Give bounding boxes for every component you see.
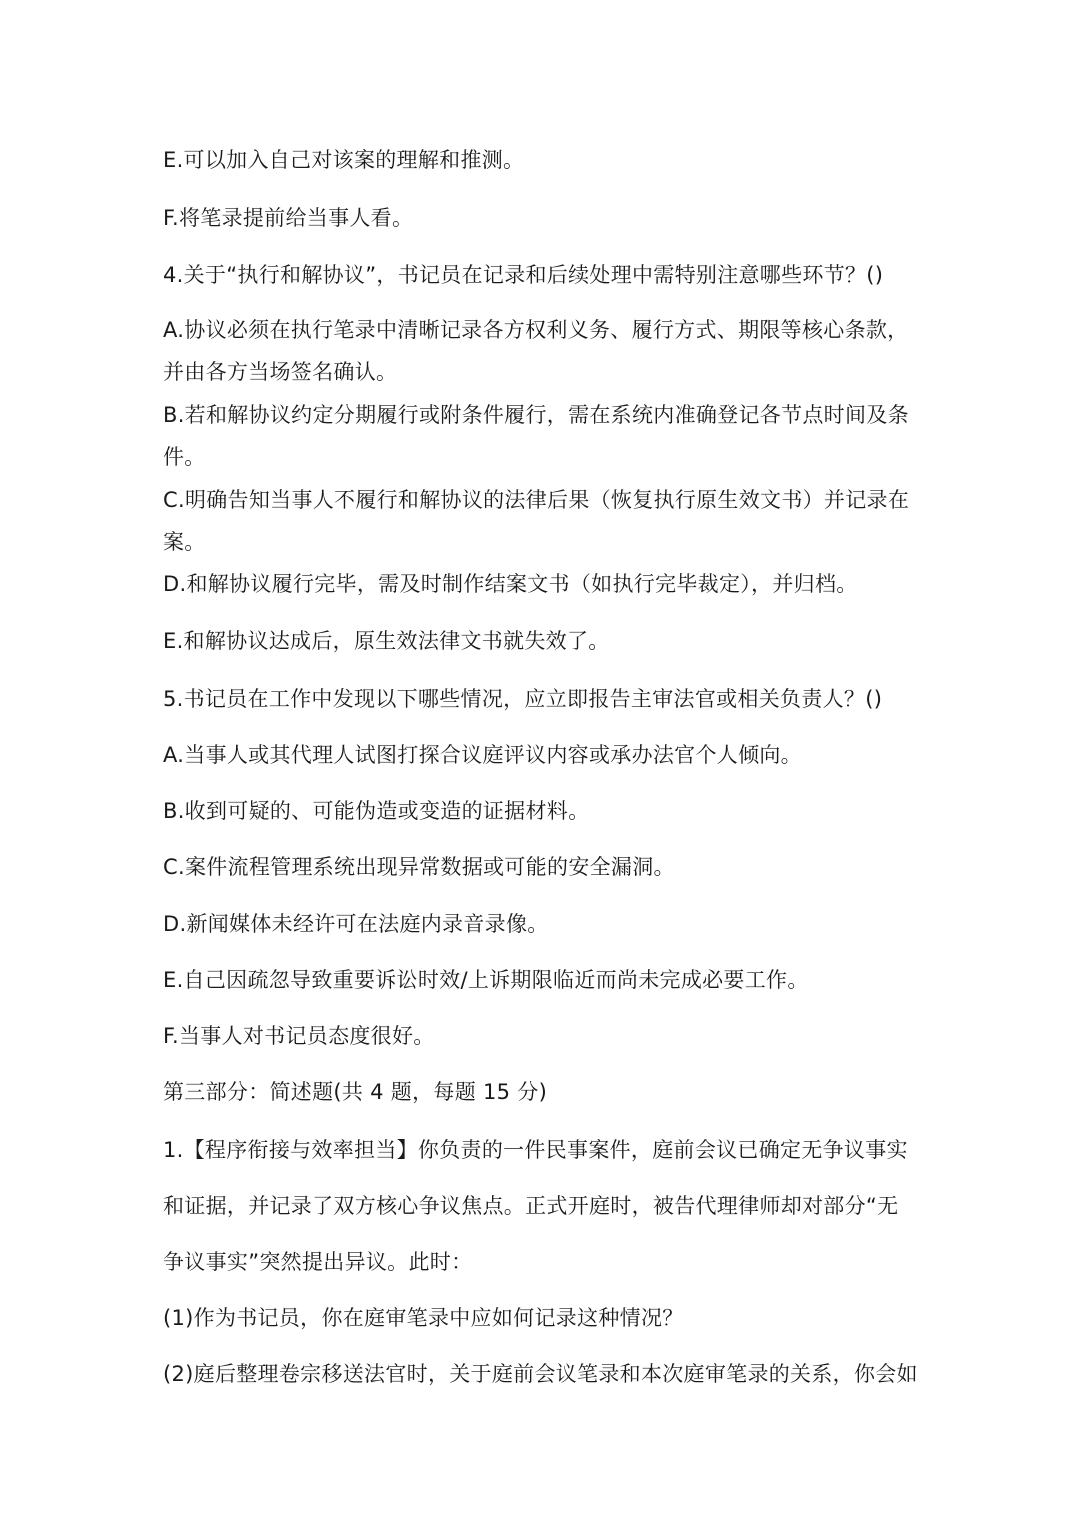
option-4d: D.和解协议履行完毕，需及时制作结案文书（如执行完毕裁定），并归档。 — [163, 572, 858, 596]
option-5c: C.案件流程管理系统出现异常数据或可能的安全漏洞。 — [163, 855, 675, 879]
essay-1-line2: 和证据，并记录了双方核心争议焦点。正式开庭时，被告代理律师却对部分“无 — [163, 1194, 899, 1218]
option-5d: D.新闻媒体未经许可在法庭内录音录像。 — [163, 912, 549, 936]
option-5b: B.收到可疑的、可能伪造或变造的证据材料。 — [163, 799, 590, 823]
essay-1-sub1: (1)作为书记员，你在庭审笔录中应如何记录这种情况？ — [163, 1306, 684, 1330]
essay-1-line1: 1.【程序衔接与效率担当】你负责的一件民事案件，庭前会议已确定无争议事实 — [163, 1138, 908, 1162]
option-4b-line1: B.若和解协议约定分期履行或附条件履行，需在系统内准确登记各节点时间及条 — [163, 403, 909, 427]
question-4: 4.关于“执行和解协议”，书记员在记录和后续处理中需特别注意哪些环节？() — [163, 263, 884, 287]
question-5: 5.书记员在工作中发现以下哪些情况，应立即报告主审法官或相关负责人？() — [163, 687, 883, 711]
option-3e: E.可以加入自己对该案的理解和推测。 — [163, 148, 525, 172]
essay-1-line3: 争议事实”突然提出异议。此时： — [163, 1250, 473, 1274]
section-heading: 第三部分：简述题(共 4 题，每题 15 分) — [163, 1080, 548, 1104]
option-4a-line1: A.协议必须在执行笔录中清晰记录各方权利义务、履行方式、期限等核心条款， — [163, 318, 909, 342]
option-5e: E.自己因疏忽导致重要诉讼时效/上诉期限临近而尚未完成必要工作。 — [163, 968, 809, 992]
option-4a-line2: 并由各方当场签名确认。 — [163, 360, 398, 384]
option-3f: F.将笔录提前给当事人看。 — [163, 206, 414, 230]
option-5a: A.当事人或其代理人试图打探合议庭评议内容或承办法官个人倾向。 — [163, 743, 802, 767]
option-4e: E.和解协议达成后，原生效法律文书就失效了。 — [163, 629, 610, 653]
option-4c-line2: 案。 — [163, 530, 206, 554]
option-5f: F.当事人对书记员态度很好。 — [163, 1024, 435, 1048]
option-4c-line1: C.明确告知当事人不履行和解协议的法律后果（恢复执行原生效文书）并记录在 — [163, 488, 910, 512]
option-4b-line2: 件。 — [163, 445, 206, 469]
essay-1-sub2: (2)庭后整理卷宗移送法官时，关于庭前会议笔录和本次庭审笔录的关系，你会如 — [163, 1362, 918, 1386]
